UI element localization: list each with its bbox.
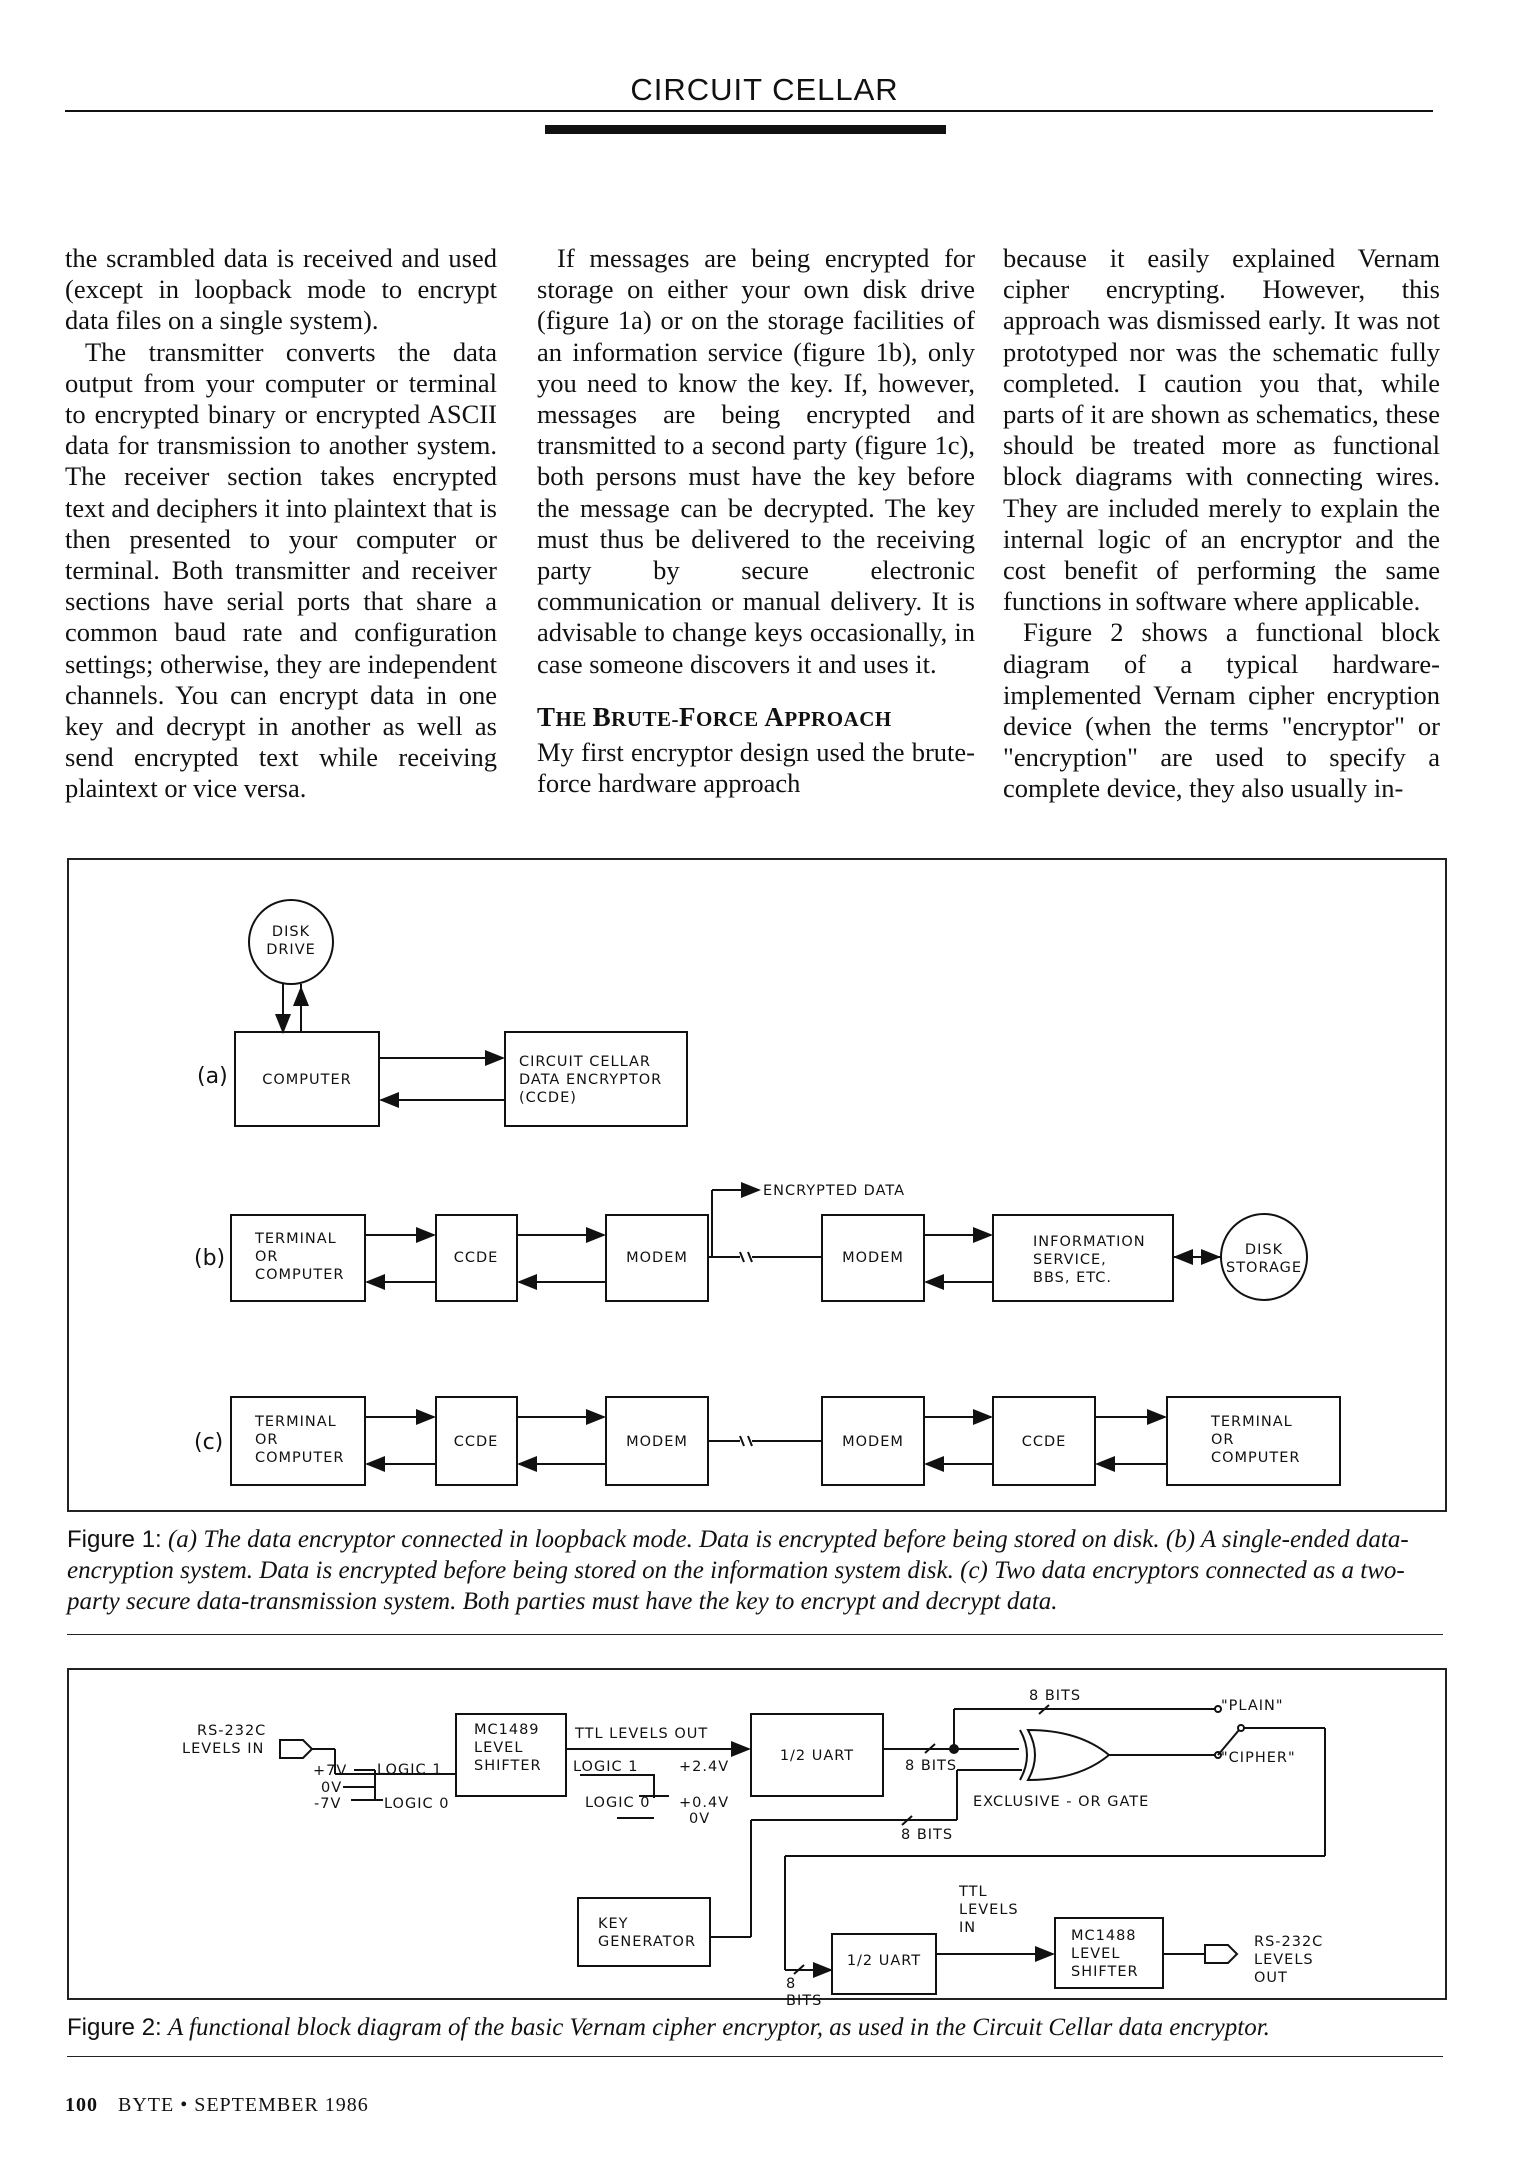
figure-2 <box>67 1668 1447 2009</box>
logic-label: LOGIC 1 <box>377 1762 443 1778</box>
rs232-out-label: OUT <box>1254 1970 1288 1986</box>
info-service-label: BBS, ETC. <box>1033 1270 1112 1286</box>
key-generator-label: KEY <box>598 1916 629 1932</box>
terminal-label: COMPUTER <box>255 1267 345 1283</box>
mc1489-label: LEVEL <box>474 1740 524 1756</box>
rs232-in-label: RS-232C <box>197 1723 267 1739</box>
ccde-label: CIRCUIT CELLAR <box>519 1054 652 1070</box>
figure-2-caption <box>67 2012 1443 2043</box>
heading-part: F <box>678 701 696 732</box>
section-heading <box>537 702 975 735</box>
voltage-label: 0V <box>689 1811 711 1827</box>
key-generator-box <box>578 1898 710 1966</box>
mc1489-label: MC1489 <box>474 1722 540 1738</box>
caption-label: Figure 2: <box>67 2014 162 2041</box>
mc1489-label: SHIFTER <box>474 1758 542 1774</box>
modem-label: MODEM <box>626 1434 688 1450</box>
xor-gate-label: EXCLUSIVE - OR GATE <box>973 1794 1150 1810</box>
terminal-box <box>1167 1397 1340 1485</box>
plain-label: "PLAIN" <box>1221 1698 1284 1714</box>
text-column-3 <box>1003 243 1440 805</box>
ttl-in-label: TTL <box>959 1884 988 1900</box>
xor-gate-icon <box>1020 1730 1027 1780</box>
terminal-box <box>231 1397 365 1485</box>
modem-label: MODEM <box>842 1434 904 1450</box>
paragraph: The transmitter converts the data output from your computer or terminal to encrypted binary or encrypted ASCII data for transmission to another system. The receiver section takes encrypted text and deciphers it into plaintext that is then presented to your computer or terminal. Both transmitter and receiver sections have serial ports that share a common baud rate and configuration settings; otherwise, they are independent channels. You can encrypt data in one key and decrypt in another as well as send encrypted text while receiving plaintext or vice versa. <box>65 336 497 804</box>
voltage-label: +2.4V <box>679 1759 730 1775</box>
heading-part: RUTE- <box>611 706 679 731</box>
terminal-label: COMPUTER <box>255 1450 345 1466</box>
cipher-label: "CIPHER" <box>1221 1750 1296 1766</box>
bits-label: 8 BITS <box>1029 1688 1082 1704</box>
publication-line: BYTE • SEPTEMBER 1986 <box>118 2094 369 2116</box>
terminal-label: OR <box>255 1249 279 1265</box>
figure-1-caption <box>67 1524 1443 1617</box>
line <box>580 1775 654 1795</box>
caption-rule <box>67 1634 1443 1635</box>
voltage-label: -7V <box>314 1796 342 1812</box>
ttl-in-label: LEVELS <box>959 1902 1019 1918</box>
figure-2-diagram <box>69 1670 1445 2009</box>
switch-contact <box>1238 1725 1244 1731</box>
bits-label: 8 BITS <box>901 1827 954 1843</box>
mc1488-label: SHIFTER <box>1071 1964 1139 1980</box>
voltage-label: 0V <box>321 1780 343 1796</box>
input-connector-icon <box>280 1740 312 1758</box>
paragraph: Figure 2 shows a functional block diagram of a typical hardware-implemented Vernam cipher encryption device (when the terms "encryptor" or "encryption" are used to specify a complete device, they also usually in- <box>1003 617 1440 804</box>
disk-drive-label: DISK <box>271 924 311 940</box>
terminal-label: TERMINAL <box>255 1414 337 1430</box>
mc1488-label: MC1488 <box>1071 1928 1137 1944</box>
ttl-in-label: IN <box>959 1920 977 1936</box>
text-column-1 <box>65 243 497 805</box>
uart-label: 1/2 UART <box>779 1748 855 1764</box>
header-rule <box>65 110 1433 112</box>
key-generator-label: GENERATOR <box>598 1934 697 1950</box>
page-number: 100 <box>65 2094 98 2116</box>
line-break <box>748 1436 752 1446</box>
logic-label: LOGIC 0 <box>585 1795 651 1811</box>
page-footer <box>65 2094 369 2117</box>
modem-label: MODEM <box>842 1250 904 1266</box>
computer-label: COMPUTER <box>262 1072 352 1088</box>
caption-text: A functional block diagram of the basic Vernam cipher encryptor, as used in the Circuit Cellar data encryptor. <box>167 2014 1270 2041</box>
heading-part: T <box>537 701 556 732</box>
terminal-label: TERMINAL <box>1211 1414 1293 1430</box>
running-header: CIRCUIT CELLAR <box>630 72 899 107</box>
row-label-b: (b) <box>194 1246 226 1271</box>
heading-part: A <box>764 701 785 732</box>
caption-text: (a) The data encryptor connected in loopback mode. Data is encrypted before being stored on disk. (b) A single-ended data-encryption system. Data is encrypted before being stored on the information system disk. (c) Two data encryptors connected as a two-party secure data-transmission system. Both parties must have the key to encrypt and decrypt data. <box>67 1526 1409 1615</box>
heading-part: HE <box>555 706 593 731</box>
paragraph: My first encryptor design used the brute-force hardware approach <box>537 737 975 799</box>
encrypted-data-label: ENCRYPTED DATA <box>763 1183 906 1199</box>
xor-gate-icon <box>1028 1730 1109 1780</box>
ccde-label: CCDE <box>1021 1434 1067 1450</box>
ccde-label: (CCDE) <box>519 1090 577 1106</box>
terminal-label: OR <box>1211 1432 1235 1448</box>
voltage-label: +7V <box>313 1763 348 1779</box>
modem-label: MODEM <box>626 1250 688 1266</box>
paragraph: because it easily explained Vernam cipher encrypting. However, this approach was dismissed early. It was not prototyped nor was the schematic fully completed. I caution you that, while parts of it are shown as schematics, these should be treated more as functional block diagrams with connecting wires. They are included merely to explain the internal logic of an encryptor and the cost benefit of performing the same functions in software where applicable. <box>1003 243 1440 617</box>
disk-storage-label: DISK <box>1244 1242 1284 1258</box>
rs232-out-label: LEVELS <box>1254 1952 1314 1968</box>
terminal-label: COMPUTER <box>1211 1450 1301 1466</box>
info-service-label: INFORMATION <box>1033 1234 1146 1250</box>
line-break <box>740 1436 744 1446</box>
voltage-label: +0.4V <box>679 1795 730 1811</box>
terminal-box <box>231 1215 365 1301</box>
figure-1-diagram <box>69 860 1445 1510</box>
paragraph: the scrambled data is received and used (except in loopback mode to encrypt data files on a single system). <box>65 243 497 336</box>
header-bar <box>545 125 946 134</box>
bits-label: 8 BITS <box>905 1758 958 1774</box>
output-connector-icon <box>1205 1945 1237 1963</box>
caption-label: Figure 1: <box>67 1526 162 1553</box>
line-break <box>740 1252 744 1262</box>
terminal-label: OR <box>255 1432 279 1448</box>
bits-label: BITS <box>786 1993 823 2009</box>
caption-rule <box>67 2056 1443 2057</box>
disk-drive-label: DRIVE <box>266 942 316 958</box>
heading-part: ORCE <box>695 706 765 731</box>
paragraph: If messages are being encrypted for storage on either your own disk drive (figure 1a) or on the storage facilities of an information service (figure 1b), only you need to know the key. If, however, messages are being encrypted and transmitted to a second party (figure 1c), both persons must have the key before the message can be decrypted. The key must thus be delivered to the receiving party by secure electronic communication or manual delivery. It is advisable to change keys occasionally, in case someone discovers it and uses it. <box>537 243 975 679</box>
text-column-2 <box>537 243 975 799</box>
row-label-c: (c) <box>194 1430 224 1455</box>
figure-1 <box>67 858 1447 1512</box>
row-label-a: (a) <box>197 1064 228 1089</box>
rs232-in-label: LEVELS IN <box>182 1741 265 1757</box>
uart-label: 1/2 UART <box>846 1953 922 1969</box>
ccde-label: CCDE <box>453 1434 499 1450</box>
ccde-label: CCDE <box>453 1250 499 1266</box>
info-service-label: SERVICE, <box>1033 1252 1107 1268</box>
terminal-label: TERMINAL <box>255 1231 337 1247</box>
heading-part: B <box>592 701 612 732</box>
rs232-out-label: RS-232C <box>1254 1934 1324 1950</box>
logic-label: LOGIC 0 <box>384 1796 450 1812</box>
heading-part: PPROACH <box>784 706 892 731</box>
ccde-label: DATA ENCRYPTOR <box>519 1072 663 1088</box>
mc1488-label: LEVEL <box>1071 1946 1121 1962</box>
bits-label: 8 <box>786 1976 797 1992</box>
ttl-out-label: TTL LEVELS OUT <box>575 1726 709 1742</box>
line-break <box>748 1252 752 1262</box>
logic-label: LOGIC 1 <box>573 1759 639 1775</box>
disk-storage-label: STORAGE <box>1225 1260 1303 1276</box>
